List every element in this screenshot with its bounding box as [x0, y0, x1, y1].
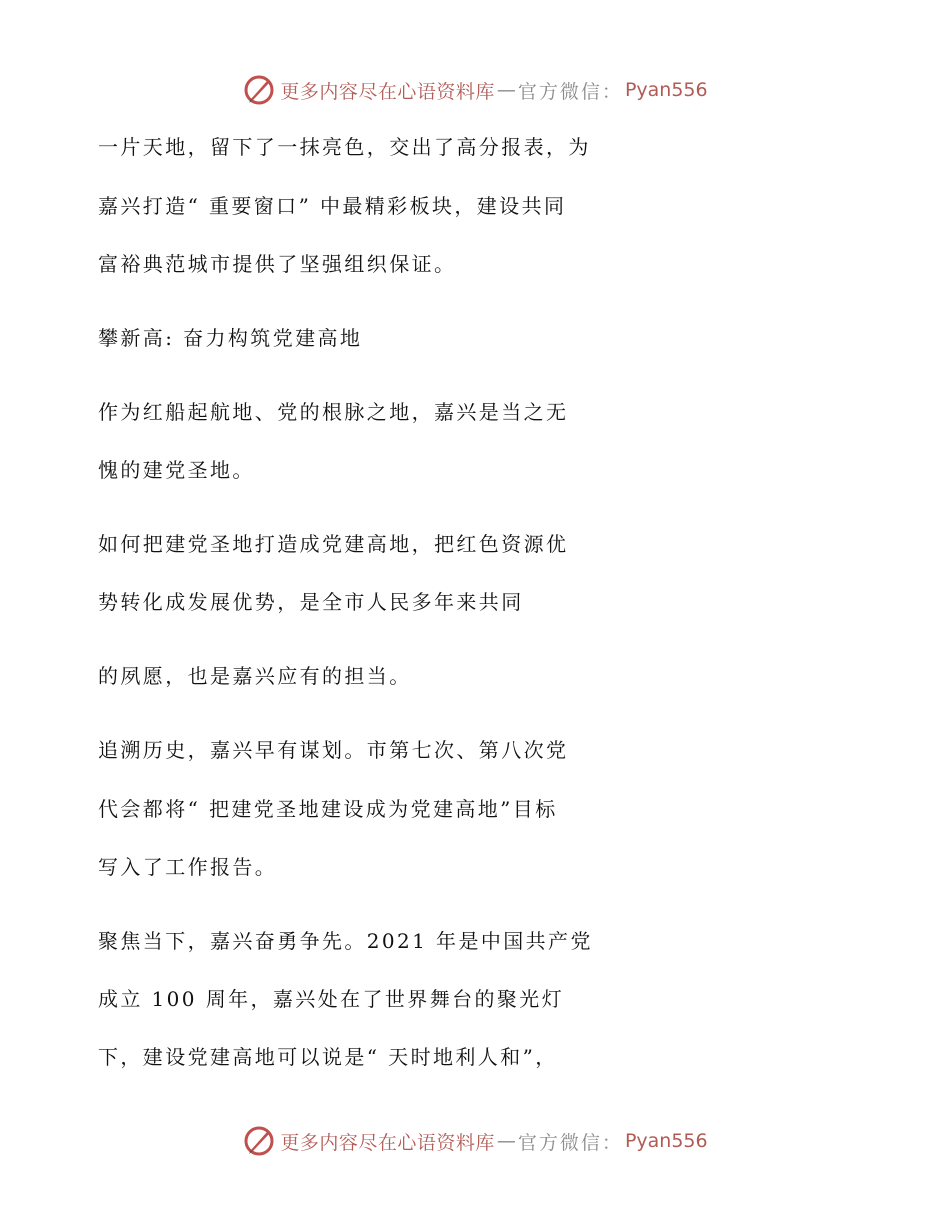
text-line: 聚焦当下，嘉兴奋勇争先。2021 年是中国共产党: [98, 929, 593, 953]
text-line: 下，建设党建高地可以说是“ 天时地利人和”，: [98, 1045, 558, 1069]
text-line: 作为红船起航地、党的根脉之地，嘉兴是当之无: [98, 400, 569, 424]
quill-pen-icon: [242, 73, 276, 107]
watermark-separator: —: [496, 79, 516, 101]
watermark-main-text: 更多内容尽在心语资料库: [280, 80, 495, 103]
text-line: 嘉兴打造“ 重要窗口” 中最精彩板块，建设共同: [98, 194, 567, 218]
quill-pen-icon: [242, 1124, 276, 1158]
watermark-wechat-id: Pyan556: [624, 79, 708, 101]
watermark-separator: —: [496, 1130, 516, 1152]
text-line: 富裕典范城市提供了坚强组织保证。: [98, 252, 457, 276]
text-line: 代会都将“ 把建党圣地建设成为党建高地”目标: [98, 797, 558, 821]
text-line: 愧的建党圣地。: [98, 458, 255, 482]
text-line: 势转化成发展优势，是全市人民多年来共同: [98, 590, 524, 614]
text-line: 写入了工作报告。: [98, 855, 278, 879]
text-line: 一片天地，留下了一抹亮色，交出了高分报表，为: [98, 135, 591, 159]
section-heading: 攀新高: 奋力构筑党建高地: [98, 326, 363, 350]
footer-watermark: [0, 1121, 950, 1161]
text-line: 的夙愿，也是嘉兴应有的担当。: [98, 664, 412, 688]
watermark-main-text: 更多内容尽在心语资料库: [280, 1131, 495, 1154]
text-line: 追溯历史，嘉兴早有谋划。市第七次、第八次党: [98, 738, 569, 762]
watermark-sub-text: 官方微信：: [517, 1131, 623, 1154]
watermark-sub-text: 官方微信：: [517, 80, 623, 103]
header-watermark: [0, 70, 950, 110]
text-line: 如何把建党圣地打造成党建高地，把红色资源优: [98, 532, 569, 556]
text-line: 成立 100 周年，嘉兴处在了世界舞台的聚光灯: [98, 987, 565, 1011]
watermark-wechat-id: Pyan556: [624, 1130, 708, 1152]
